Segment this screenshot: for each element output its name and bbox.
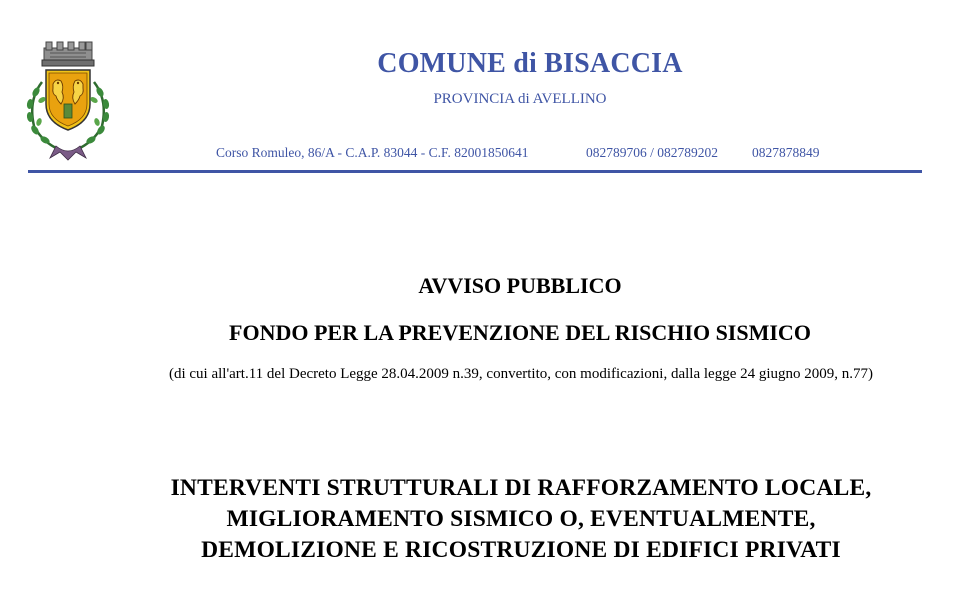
legal-reference: (di cui all'art.11 del Decreto Legge 28.04.2009 n.39, convertito, con modificazioni, dalla legge 24 giugno 2009, n.77) <box>168 366 874 382</box>
header-divider <box>28 170 922 173</box>
headline-line-1: INTERVENTI STRUTTURALI DI RAFFORZAMENTO LOCALE, <box>170 475 872 501</box>
address-text: Corso Romuleo, 86/A - C.A.P. 83044 - C.F. 82001850641 <box>216 145 529 160</box>
headline-line-3: DEMOLIZIONE E RICOSTRUZIONE DI EDIFICI PRIVATI <box>201 537 841 563</box>
province-name: PROVINCIA di AVELLINO <box>433 91 607 107</box>
notice-title: AVVISO PUBBLICO <box>418 273 622 298</box>
fund-title: FONDO PER LA PREVENZIONE DEL RISCHIO SISMICO <box>229 320 811 345</box>
municipality-name: COMUNE di BISACCIA <box>377 48 683 79</box>
headline-line-2: MIGLIORAMENTO SISMICO O, EVENTUALMENTE, <box>226 506 816 532</box>
fax-number: 0827878849 <box>752 145 820 160</box>
phone-numbers: 082789706 / 082789202 <box>586 145 719 160</box>
municipal-coat-of-arms-icon <box>20 38 116 164</box>
